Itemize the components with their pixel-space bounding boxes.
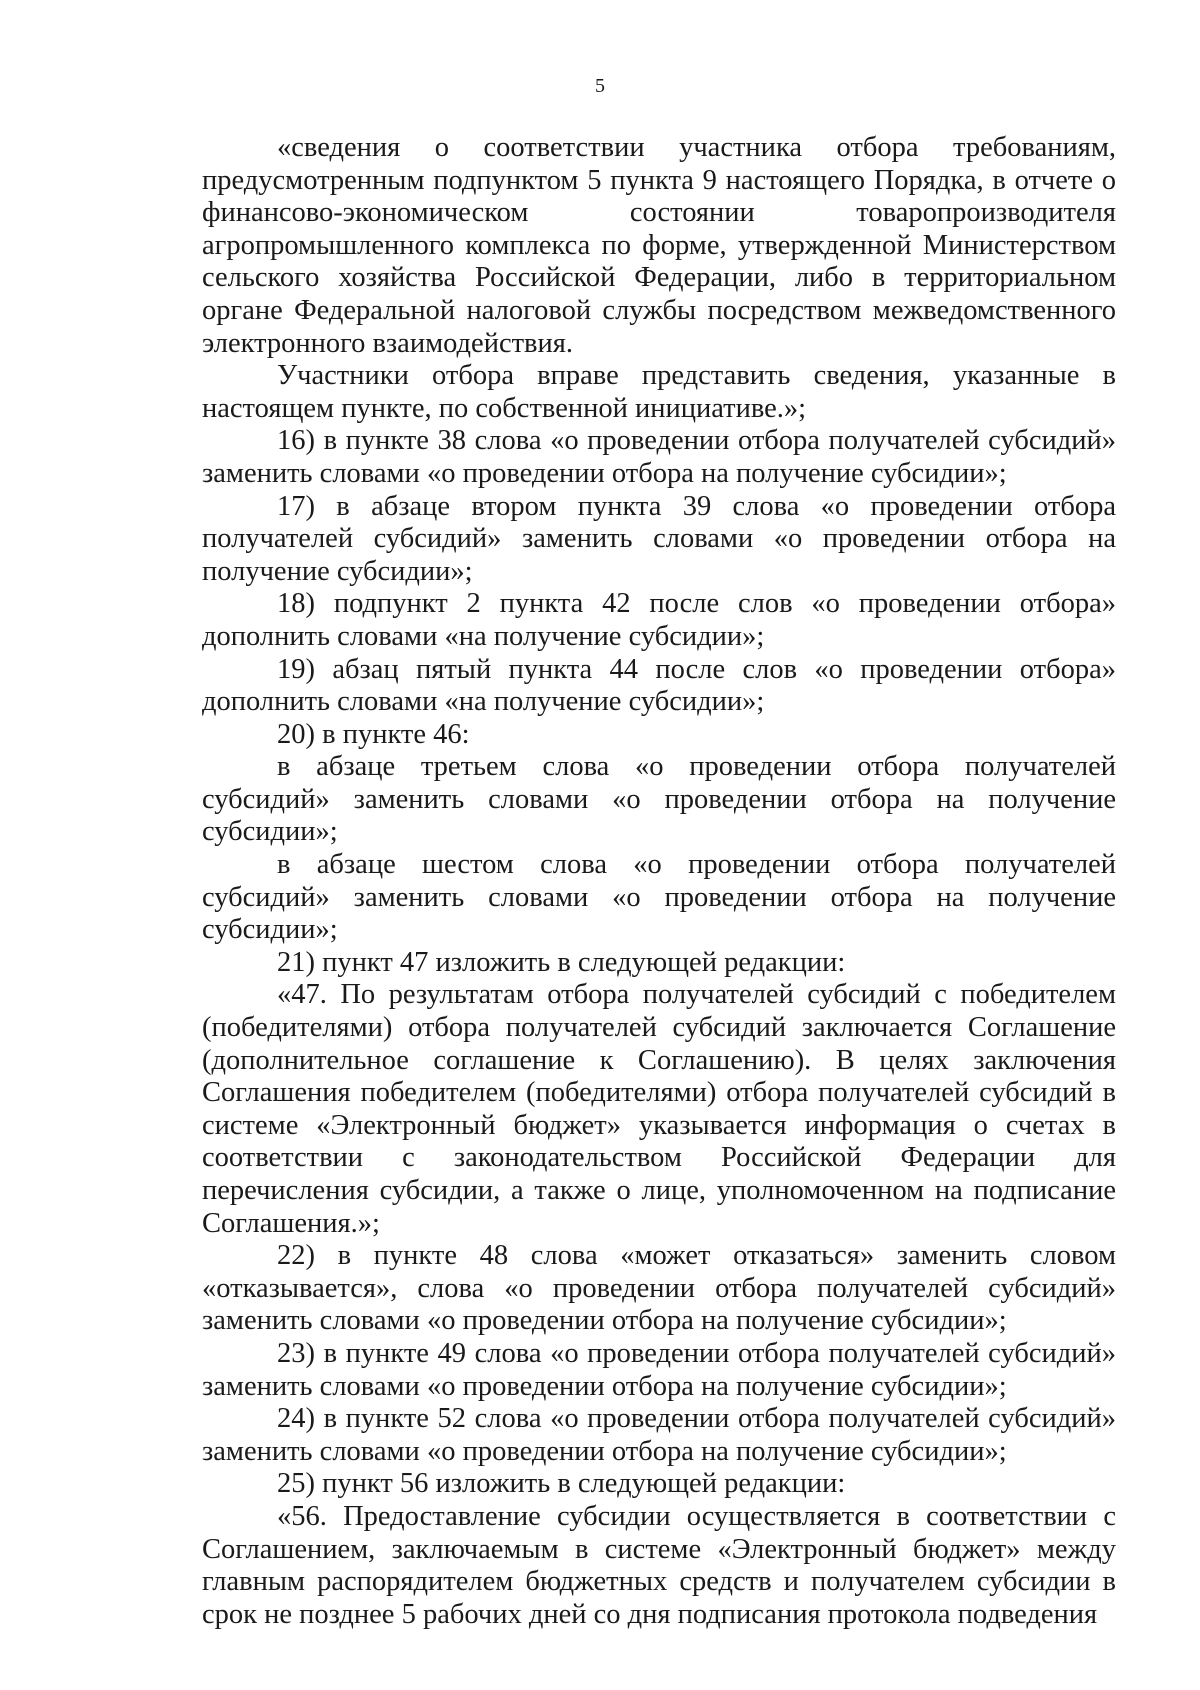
paragraph-7: 20) в пункте 46: bbox=[277, 718, 470, 750]
paragraph-8: в абзаце третьем слова «о проведении отбора получателей субсидий» заменить словами «о проведении отбора на получение субсидии»; bbox=[202, 751, 1116, 848]
paragraph-14: 24) в пункте 52 слова «о проведении отбора получателей субсидий» заменить словами «о проведении отбора на получение субсидии»; bbox=[202, 1403, 1116, 1467]
paragraph-3: 16) в пункте 38 слова «о проведении отбора получателей субсидий» заменить словами «о проведении отбора на получение субсидии»; bbox=[202, 425, 1116, 489]
paragraph-9: в абзаце шестом слова «о проведении отбора получателей субсидий» заменить словами «о проведении отбора на получение субсидии»; bbox=[202, 849, 1116, 946]
paragraph-5: 18) подпункт 2 пункта 42 после слов «о проведении отбора» дополнить словами «на получение субсидии»; bbox=[202, 588, 1116, 652]
paragraph-4: 17) в абзаце втором пункта 39 слова «о проведении отбора получателей субсидий» заменить словами «о проведении отбора на получение субсидии»; bbox=[202, 490, 1116, 587]
paragraph-10: 21) пункт 47 изложить в следующей редакции: bbox=[277, 946, 846, 978]
paragraph-12: 22) в пункте 48 слова «может отказаться» заменить словом «отказывается», слова «о проведении отбора получателей субсидий» заменить словами «о проведении отбора на получение субсидии»; bbox=[202, 1240, 1116, 1337]
paragraph-1: «сведения о соответствии участника отбора требованиям, предусмотренным подпунктом 5 пункта 9 настоящего Порядка, в отчете о финансово-экономическом состоянии товаропроизводителя агропромышленного комплекса по форме, утвержденной Министерством сельского хозяйства Российской Федерации, либо в территориальном органе Федеральной налоговой службы посредством межведомственного электронного взаимодействия. bbox=[202, 132, 1116, 359]
paragraph-11: «47. По результатам отбора получателей субсидий с победителем (победителями) отбора получателей субсидий заключается Соглашение (дополнительное соглашение к Соглашению). В целях заключения Соглашения победителем (победителями) отбора получателей субсидий в системе «Электронный бюджет» указывается информация о счетах в соответствии с законодательством Российской Федерации для перечисления субсидии, а также о лице, уполномоченном на подписание Соглашения.»; bbox=[202, 979, 1116, 1239]
paragraph-6: 19) абзац пятый пункта 44 после слов «о проведении отбора» дополнить словами «на получение субсидии»; bbox=[202, 653, 1116, 718]
paragraph-15: 25) пункт 56 изложить в следующей редакции: bbox=[277, 1468, 846, 1500]
document-body bbox=[202, 132, 1116, 1631]
paragraph-2: Участники отбора вправе представить сведения, указанные в настоящем пункте, по собственной инициативе.»; bbox=[202, 360, 1116, 424]
paragraph-13: 23) в пункте 49 слова «о проведении отбора получателей субсидий» заменить словами «о проведении отбора на получение субсидии»; bbox=[202, 1337, 1116, 1402]
page-number: 5 bbox=[595, 75, 605, 97]
paragraph-16: «56. Предоставление субсидии осуществляется в соответствии с Соглашением, заключаемым в системе «Электронный бюджет» между главным распорядителем бюджетных средств и получателем субсидии в срок не позднее 5 рабочих дней со дня подписания протокола подведения bbox=[202, 1500, 1116, 1630]
